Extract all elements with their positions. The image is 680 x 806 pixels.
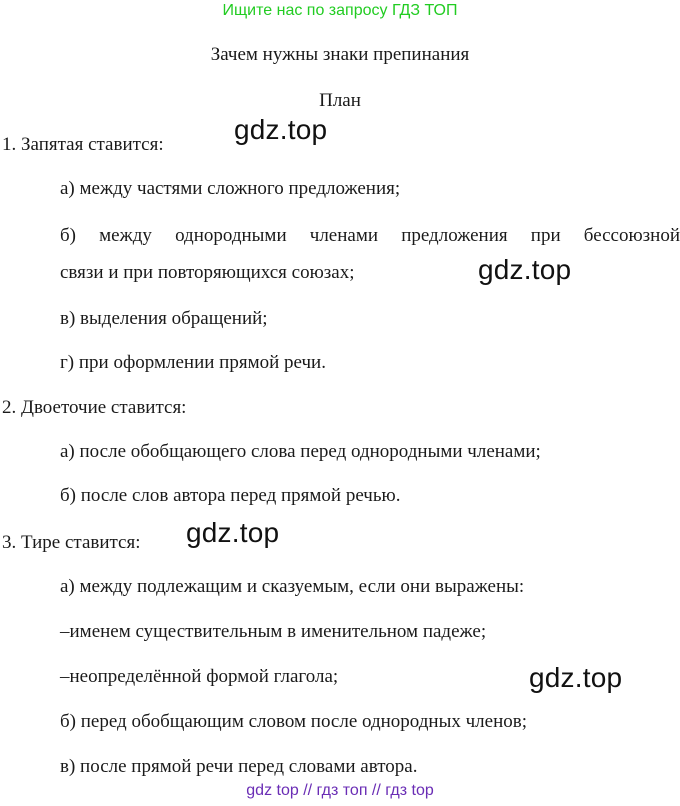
list-item: в) после прямой речи перед словами автора. — [60, 756, 418, 777]
section-heading: 1. Запятая ставится: — [2, 134, 164, 155]
section-heading: 3. Тире ставится: — [2, 532, 141, 553]
footer-links[interactable]: gdz top // гдз топ // гдз top — [246, 782, 434, 799]
list-item-continuation: связи и при повторяющихся союзах; — [60, 262, 355, 283]
list-item: –неопределённой формой глагола; — [60, 666, 339, 687]
watermark: gdz.top — [529, 662, 623, 693]
list-item: б) перед обобщающим словом после однородных членов; — [60, 711, 527, 732]
list-item: а) после обобщающего слова перед однородными членами; — [60, 441, 541, 462]
list-item: в) выделения обращений; — [60, 308, 268, 329]
watermark: gdz.top — [186, 517, 280, 548]
watermark: gdz.top — [478, 254, 572, 285]
list-item: б) после слов автора перед прямой речью. — [60, 485, 401, 506]
list-item: б) между однородными членами предложения при бессоюзной — [60, 225, 680, 246]
page-title: Зачем нужны знаки препинания — [210, 44, 470, 65]
list-item: –именем существительным в именительном падеже; — [60, 621, 487, 642]
list-item: г) при оформлении прямой речи. — [60, 352, 326, 373]
list-item: а) между подлежащим и сказуемым, если они выражены: — [60, 576, 525, 597]
section-heading: 2. Двоеточие ставится: — [2, 397, 187, 418]
list-item: а) между частями сложного предложения; — [60, 178, 401, 199]
watermark: gdz.top — [234, 114, 328, 145]
plan-label: План — [319, 90, 361, 111]
promo-banner: Ищите нас по запросу ГДЗ ТОП — [222, 2, 458, 19]
